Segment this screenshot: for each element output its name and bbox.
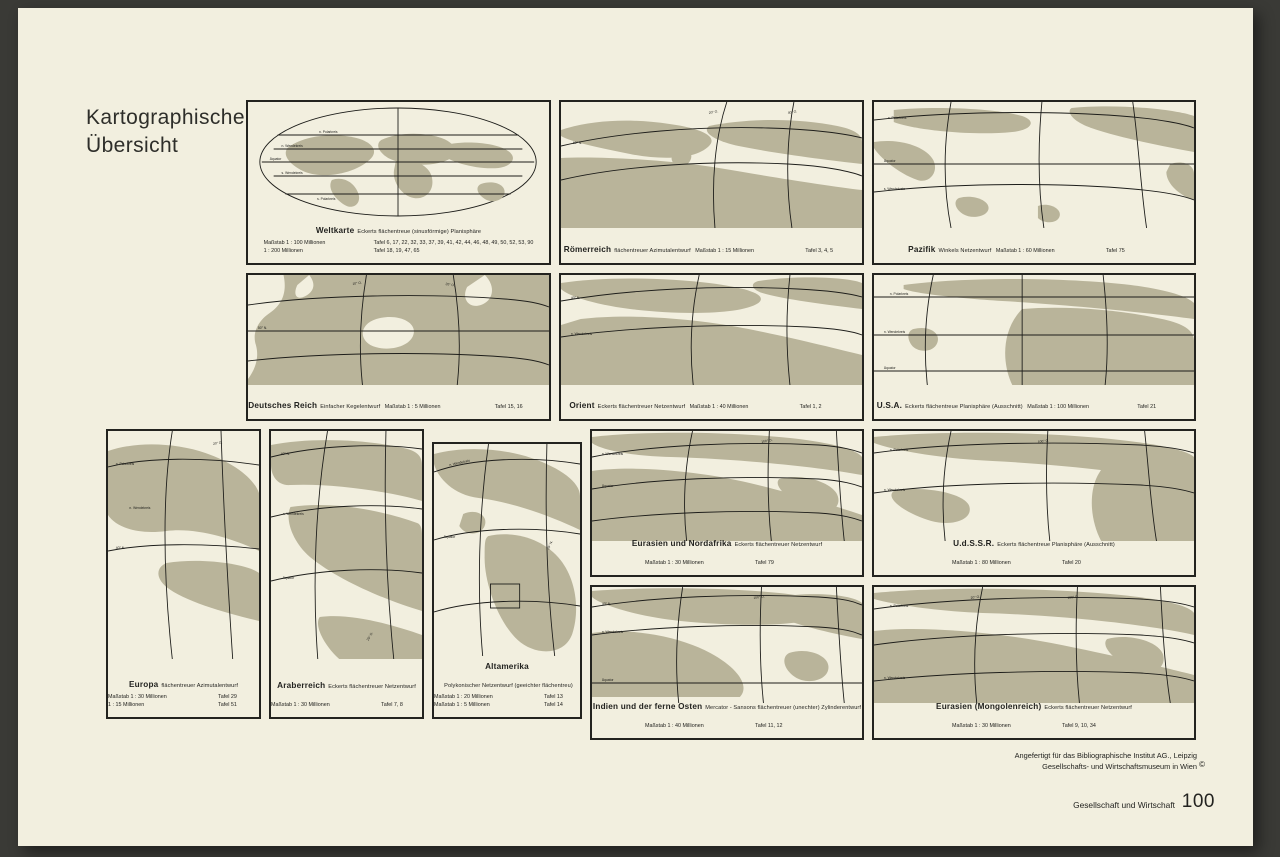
- map-scale: Maßstab 1 : 100 Millionen: [1027, 404, 1089, 410]
- map-scale: Maßstab 1 : 5 Millionen: [434, 702, 490, 708]
- map-plates: Tafel 79: [755, 560, 774, 566]
- map-thumbnail-orient: [561, 275, 862, 385]
- map-detail-rows: [952, 722, 1116, 730]
- map-caption-eurasien-nordafrika: [592, 533, 862, 569]
- map-title: Araberreich: [277, 681, 326, 690]
- map-detail-row: [385, 403, 549, 411]
- map-detail-row: [645, 559, 809, 567]
- label-lon: 20° O.: [445, 282, 456, 288]
- map-detail-row: [434, 693, 598, 701]
- page-title: [86, 104, 245, 161]
- label-aequator: Äquator: [601, 483, 614, 489]
- map-thumbnail-indien-ferner-osten: [592, 587, 862, 703]
- map-detail-rows: [690, 403, 854, 411]
- map-cell-altamerika[interactable]: [432, 442, 582, 719]
- label-40n: 40° N.: [601, 601, 612, 607]
- page-title-line1: Kartographische: [86, 106, 245, 129]
- map-projection: Eckerts flächentreuer Netzentwurf: [1044, 705, 1132, 711]
- map-detail-row: [1027, 403, 1191, 411]
- map-detail-row: [434, 701, 598, 709]
- label-n-wendekreis: n. Wendekreis: [570, 331, 593, 337]
- label-lon: 100° O.: [1037, 438, 1050, 444]
- label-aequator: Äquator: [282, 575, 295, 581]
- label-40n: 40° N.: [570, 295, 581, 301]
- label-n-wendekreis: n. Wendekreis: [883, 675, 906, 681]
- map-detail-rows: [385, 403, 549, 411]
- label-lon-2: 20° O.: [970, 594, 981, 600]
- map-thumbnail-europa: [108, 431, 259, 659]
- map-projection: Eckerts flächentreuer Netzentwurf: [328, 684, 416, 690]
- map-plates: Tafel 15, 16: [494, 404, 523, 410]
- map-scale: Maßstab 1 : 30 Millionen: [271, 702, 330, 708]
- label-50n: 50° N.: [257, 325, 268, 331]
- label-n-wendekreis: n. Wendekreis: [601, 629, 624, 635]
- map-scale: Maßstab 1 : 5 Millionen: [384, 404, 441, 410]
- map-thumbnail-altamerika: [434, 444, 580, 656]
- map-plates: Tafel 7, 8: [381, 702, 403, 708]
- label-n-polarkreis: n. Polarkreis: [889, 291, 909, 297]
- label-lon: 20° O.: [212, 440, 223, 446]
- map-scale: Maßstab 1 : 100 Millionen: [263, 239, 326, 246]
- map-caption-europa: [108, 674, 259, 711]
- map-caption-altamerika: [434, 656, 580, 711]
- map-scale: 1 : 15 Millionen: [108, 702, 145, 708]
- label-n-wendekreis: n. Wendekreis: [281, 143, 303, 149]
- production-credit: [1015, 750, 1197, 773]
- credit-line-1: Angefertigt für das Bibliographische Institut AG., Leipzig: [1014, 751, 1197, 760]
- map-projection: Eckerts flächentreuer Netzentwurf: [597, 404, 686, 410]
- map-cell-araberreich[interactable]: [269, 429, 424, 719]
- label-n-polarkreis: n. Polarkreis: [889, 603, 909, 609]
- map-detail-row: [271, 701, 435, 709]
- map-plates: Tafel 14: [544, 702, 563, 708]
- label-aequator: Äquator: [601, 677, 614, 683]
- map-cell-weltkarte[interactable]: [246, 100, 551, 265]
- label-n-polarkreis: n. Polarkreis: [889, 447, 909, 453]
- map-projection: Polykonischer Netzentwurf (geeichter flächentreu): [444, 682, 573, 689]
- map-scale: Maßstab 1 : 80 Millionen: [952, 560, 1011, 566]
- map-plates: Tafel 29: [218, 693, 237, 700]
- label-n-wendekreis: n. Wendekreis: [448, 458, 471, 467]
- label-40n: 40° N.: [115, 545, 126, 551]
- map-detail-row: [264, 239, 534, 247]
- map-scale: Maßstab 1 : 30 Millionen: [645, 560, 704, 566]
- map-cell-europa[interactable]: [106, 429, 261, 719]
- map-caption-indien-ferner-osten: [592, 696, 862, 732]
- map-plates: Tafel 1, 2: [799, 404, 822, 410]
- map-title: Eurasien und Nordafrika: [631, 539, 732, 548]
- map-thumbnail-eurasien-mongolenreich: [874, 587, 1194, 703]
- map-plates: Tafel 6, 17, 22, 32, 33, 37, 39, 41, 42, 44, 46, 48, 49, 50, 52, 53, 90: [373, 239, 534, 246]
- map-title: U.S.A.: [876, 401, 903, 410]
- map-detail-rows: [434, 693, 598, 709]
- page-title-line2: Übersicht: [86, 134, 179, 158]
- map-plates: Tafel 18, 19, 47, 65: [373, 248, 420, 254]
- map-detail-rows: [645, 722, 809, 730]
- map-caption-deutsches-reich: [248, 395, 549, 413]
- map-projection: Mercator - Sansons flächentreuer (unechter) Zylinderentwurf: [705, 705, 862, 711]
- map-caption-usa: [874, 395, 1194, 413]
- map-scale: Maßstab 1 : 40 Millionen: [689, 404, 749, 410]
- map-title: Eurasien (Mongolenreich): [936, 702, 1042, 711]
- footer-brand: Gesellschaft und Wirtschaft: [1073, 800, 1175, 810]
- map-thumbnail-usa: [874, 275, 1194, 385]
- map-title: Pazifik: [908, 245, 936, 254]
- map-detail-rows: [271, 701, 435, 709]
- label-aequator: Äquator: [883, 365, 896, 371]
- map-detail-row: [695, 247, 859, 255]
- map-detail-row: [690, 403, 854, 411]
- label-n-wendekreis: n. Wendekreis: [601, 451, 624, 457]
- map-title: Europa: [129, 679, 159, 689]
- label-n-wendekreis: n. Wendekreis: [282, 511, 304, 517]
- map-plates: Tafel 11, 12: [755, 723, 783, 729]
- map-detail-row: [264, 247, 534, 255]
- map-title: Orient: [569, 401, 595, 410]
- map-title: Deutsches Reich: [248, 401, 318, 410]
- map-projection: Eckerts flächentreuer Netzentwurf: [734, 542, 823, 548]
- map-title: Römerreich: [563, 245, 612, 254]
- map-thumbnail-deutsches-reich: [248, 275, 549, 385]
- label-lon: 100° O.: [1067, 594, 1079, 600]
- map-detail-row: [952, 722, 1116, 730]
- map-thumbnail-araberreich: [271, 431, 422, 659]
- label-n-wendekreis: n. Wendekreis: [883, 329, 906, 335]
- map-projection: Eckerts flächentreue Planisphäre (Ausschnitt): [905, 404, 1023, 410]
- poster-page: [18, 8, 1253, 846]
- map-projection: flächentreuer Azimutalentwurf: [614, 248, 691, 254]
- map-cell-eurasien-mongolenreich[interactable]: [872, 585, 1196, 740]
- map-title: Weltkarte: [315, 225, 355, 235]
- map-caption-orient: [561, 395, 862, 413]
- label-10o: 10° O.: [352, 280, 363, 286]
- map-scale: Maßstab 1 : 60 Millionen: [995, 248, 1055, 254]
- map-caption-eurasien-mongolenreich: [874, 696, 1194, 732]
- label-40n: 40° N.: [280, 451, 290, 457]
- label-lon: 100° O.: [753, 594, 765, 600]
- label-n-polarkreis: n. Polarkreis: [887, 115, 907, 121]
- label-s-wendekreis: s. Wendekreis: [281, 170, 303, 176]
- map-scale: Maßstab 1 : 20 Millionen: [434, 693, 493, 700]
- map-caption-weltkarte: [248, 220, 549, 257]
- label-lon: 20° O.: [365, 631, 374, 642]
- label-n-wendekreis: n. Wendekreis: [129, 505, 151, 511]
- map-scale: Maßstab 1 : 40 Millionen: [645, 723, 704, 729]
- map-caption-araberreich: [271, 675, 422, 711]
- label-s-polarkreis: s. Polarkreis: [317, 196, 336, 202]
- label-aequator: Äquator: [443, 534, 456, 540]
- map-thumbnail-eurasien-nordafrika: [592, 431, 862, 541]
- map-scale: 1 : 200 Millionen: [263, 248, 303, 254]
- map-detail-rows: [695, 247, 859, 255]
- label-60n: 60° N.: [572, 140, 583, 146]
- map-plates: Tafel 3, 4, 5: [805, 248, 834, 254]
- map-plates: Tafel 75: [1105, 248, 1125, 254]
- credit-line-2: Gesellschafts- und Wirtschaftsmuseum in Wien: [1042, 762, 1197, 772]
- page-number: 100: [1181, 791, 1215, 812]
- map-detail-row: [645, 722, 809, 730]
- map-scale: Maßstab 1 : 30 Millionen: [952, 723, 1011, 729]
- map-cell-orient[interactable]: [559, 273, 864, 421]
- map-detail-rows: [264, 239, 534, 255]
- map-detail-row: [996, 247, 1160, 255]
- label-aequator: Äquator: [883, 158, 896, 164]
- label-s-wendekreis: s. Wendekreis: [883, 186, 905, 192]
- label-20o: 20° O.: [708, 109, 719, 115]
- map-plates: Tafel 21: [1137, 404, 1157, 410]
- map-projection: Eckerts flächentreue Planisphäre (Ausschnitt): [997, 542, 1115, 548]
- map-plates: Tafel 20: [1062, 560, 1081, 566]
- map-cell-udssr[interactable]: [872, 429, 1196, 577]
- map-detail-rows: [996, 247, 1160, 255]
- map-thumbnail-roemerreich: [561, 102, 862, 228]
- map-cell-pazifik[interactable]: [872, 100, 1196, 265]
- copyright-icon: ©: [1199, 760, 1205, 769]
- map-plates: Tafel 51: [218, 702, 237, 708]
- map-caption-pazifik: [874, 239, 1194, 257]
- map-plates: Tafel 9, 10, 34: [1062, 723, 1096, 729]
- map-detail-row: [108, 693, 272, 701]
- map-thumbnail-weltkarte: [248, 102, 549, 222]
- label-aequator: Äquator: [269, 156, 282, 162]
- map-cell-eurasien-nordafrika[interactable]: [590, 429, 864, 577]
- map-title: Altamerika: [485, 661, 529, 671]
- map-thumbnail-pazifik: [874, 102, 1194, 228]
- map-detail-rows: [108, 693, 272, 709]
- map-title: U.d.S.S.R.: [953, 539, 995, 548]
- map-projection: flächentreuer Azimutalentwurf: [161, 682, 238, 689]
- label-lon: 100° O.: [760, 438, 773, 444]
- map-cell-usa[interactable]: [872, 273, 1196, 421]
- map-detail-rows: [1027, 403, 1191, 411]
- map-projection: Eckerts flächentreue (sinusförmige) Planisphäre: [357, 228, 482, 235]
- map-detail-row: [952, 559, 1116, 567]
- map-plates: Tafel 13: [544, 693, 563, 700]
- map-scale: Maßstab 1 : 30 Millionen: [108, 693, 167, 700]
- label-n-polarkreis: n. Polarkreis: [319, 129, 338, 135]
- map-detail-rows: [645, 559, 809, 567]
- map-projection: Winkels Netzentwurf: [938, 248, 992, 254]
- map-detail-row: [108, 701, 272, 709]
- map-detail-rows: [952, 559, 1116, 567]
- label-n-polarkreis: n. Polarkreis: [115, 461, 135, 467]
- map-cell-roemerreich[interactable]: [559, 100, 864, 265]
- poster-content: [18, 8, 1253, 846]
- map-projection: Einfacher Kegelentwurf: [320, 404, 381, 410]
- map-cell-deutsches-reich[interactable]: [246, 273, 551, 421]
- map-cell-indien-ferner-osten[interactable]: [590, 585, 864, 740]
- map-caption-udssr: [874, 533, 1194, 569]
- label-lat: 20° N.: [546, 540, 554, 551]
- map-thumbnail-udssr: [874, 431, 1194, 541]
- map-title: Indien und der ferne Osten: [592, 702, 703, 711]
- map-scale: Maßstab 1 : 15 Millionen: [695, 248, 755, 254]
- label-n-wendekreis: n. Wendekreis: [883, 487, 906, 493]
- map-caption-roemerreich: [561, 239, 862, 257]
- label-lon: 40° O.: [787, 109, 798, 115]
